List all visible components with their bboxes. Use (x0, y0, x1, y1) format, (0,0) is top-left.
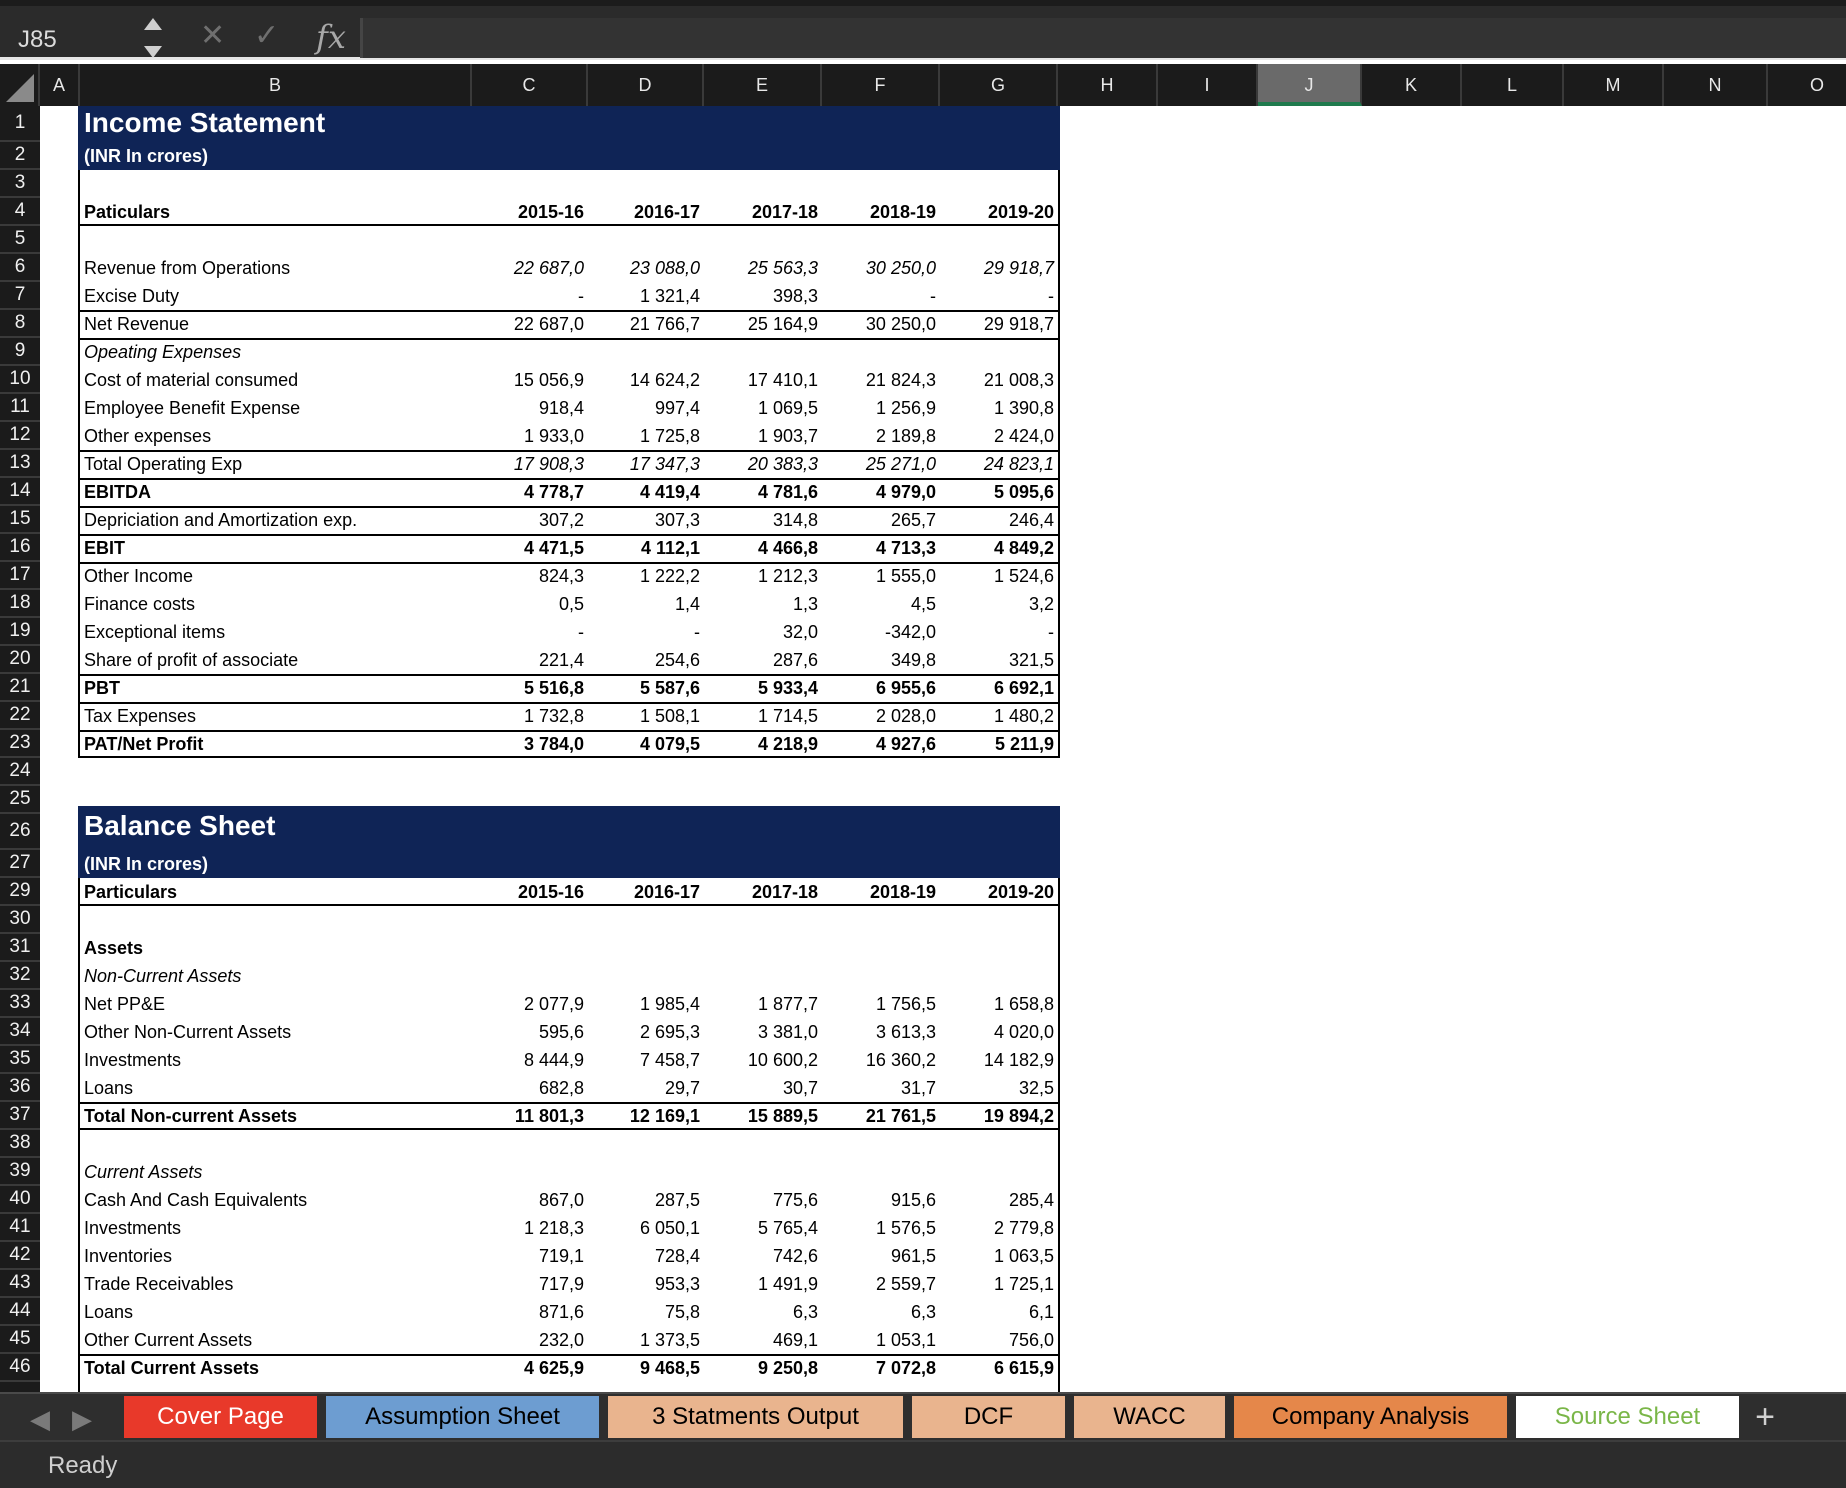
balance-cell[interactable]: 871,6 (538, 1302, 584, 1322)
row-header-41[interactable]: 41 (0, 1214, 40, 1242)
income-cell[interactable]: 307,3 (654, 510, 700, 530)
income-cell[interactable]: 4 781,6 (757, 482, 818, 502)
income-cell[interactable]: 3,2 (1028, 594, 1054, 614)
income-cell[interactable]: 4 112,1 (640, 538, 700, 558)
balance-header-rule (78, 904, 1060, 906)
balance-cell[interactable]: 6 615,9 (993, 1358, 1054, 1378)
income-row-label[interactable]: EBIT (84, 538, 126, 558)
tab-source-sheet[interactable]: Source Sheet (1516, 1396, 1742, 1438)
balance-cell[interactable]: 1 491,9 (757, 1274, 818, 1294)
balance-cell[interactable]: 31,7 (900, 1078, 936, 1098)
income-cell[interactable]: 4 979,0 (875, 482, 936, 502)
row-header-17[interactable]: 17 (0, 562, 40, 590)
income-cell[interactable]: 1 390,8 (993, 398, 1054, 418)
balance-cell[interactable]: 717,9 (538, 1274, 584, 1294)
income-cell[interactable]: 21 008,3 (983, 370, 1054, 390)
income-cell[interactable]: 17 347,3 (629, 454, 700, 474)
income-cell[interactable]: 1 222,2 (639, 566, 700, 586)
income-cell[interactable]: 1,3 (792, 594, 818, 614)
row-header-25[interactable]: 25 (0, 786, 40, 814)
column-header-m[interactable]: M (1564, 64, 1664, 106)
income-cell[interactable]: 1 524,6 (993, 566, 1054, 586)
column-header-bar (0, 64, 1846, 106)
row-header-46[interactable]: 46 (0, 1354, 40, 1382)
balance-cell[interactable]: 867,0 (538, 1190, 584, 1210)
balance-cell[interactable]: 595,6 (538, 1022, 584, 1042)
income-cell[interactable]: 4,5 (910, 594, 936, 614)
cancel-icon[interactable]: ✕ (200, 19, 226, 52)
balance-row-rule (78, 1102, 1060, 1104)
balance-cell[interactable]: 1 877,7 (757, 994, 818, 1014)
balance-row-label[interactable]: Assets (84, 938, 144, 958)
income-row-label[interactable]: Total Operating Exp (84, 454, 243, 474)
row-header-20[interactable]: 20 (0, 646, 40, 674)
balance-cell[interactable]: 9 250,8 (757, 1358, 818, 1378)
income-cell[interactable]: 25 271,0 (865, 454, 936, 474)
income-row-rule (78, 562, 1060, 564)
balance-header-year[interactable]: 2016-17 (633, 882, 700, 902)
income-cell[interactable]: 15 056,9 (513, 370, 584, 390)
income-cell[interactable]: 25 563,3 (747, 258, 818, 278)
row-header-12[interactable]: 12 (0, 422, 40, 450)
row-header-15[interactable]: 15 (0, 506, 40, 534)
row-header-3[interactable]: 3 (0, 170, 40, 198)
balance-header-year[interactable]: 2017-18 (751, 882, 818, 902)
balance-cell[interactable]: 12 169,1 (629, 1106, 700, 1126)
sheet-tab-bar (0, 1392, 1846, 1440)
formula-bar (0, 0, 1846, 60)
income-cell[interactable]: - (1048, 286, 1054, 306)
column-header-l[interactable]: L (1462, 64, 1564, 106)
balance-row-label[interactable]: Other Non-Current Assets (84, 1022, 292, 1042)
income-cell[interactable]: 21 766,7 (629, 314, 700, 334)
select-all-button[interactable] (0, 64, 40, 106)
balance-cell[interactable]: 953,3 (654, 1274, 700, 1294)
balance-cell[interactable]: 8 444,9 (523, 1050, 584, 1070)
income-cell[interactable]: 221,4 (538, 650, 584, 670)
balance-cell[interactable]: 719,1 (538, 1246, 584, 1266)
income-header-year[interactable]: 2018-19 (869, 202, 936, 222)
balance-cell[interactable]: 1 985,4 (639, 994, 700, 1014)
column-header-j[interactable]: J (1258, 64, 1362, 106)
income-cell[interactable]: 4 713,3 (875, 538, 936, 558)
income-row-label[interactable]: Share of profit of associate (84, 650, 299, 670)
income-cell[interactable]: 2 028,0 (875, 706, 936, 726)
income-row-rule (78, 338, 1060, 340)
income-cell[interactable]: 24 823,1 (983, 454, 1054, 474)
income-cell[interactable]: -342,0 (884, 622, 936, 642)
column-header-e[interactable]: E (704, 64, 822, 106)
balance-cell[interactable]: 6,1 (1028, 1302, 1054, 1322)
income-cell[interactable]: - (1048, 622, 1054, 642)
row-header-11[interactable]: 11 (0, 394, 40, 422)
row-header-7[interactable]: 7 (0, 282, 40, 310)
tab-dcf[interactable]: DCF (912, 1396, 1068, 1438)
income-cell[interactable]: 5 516,8 (523, 678, 584, 698)
balance-cell[interactable]: 7 072,8 (875, 1358, 936, 1378)
tab-cover-page[interactable]: Cover Page (124, 1396, 320, 1438)
tab-company-analysis[interactable]: Company Analysis (1234, 1396, 1510, 1438)
income-cell[interactable]: 918,4 (538, 398, 584, 418)
income-cell[interactable]: 1 732,8 (523, 706, 584, 726)
column-header-h[interactable]: H (1058, 64, 1158, 106)
income-cell[interactable]: 398,3 (772, 286, 818, 306)
column-header-k[interactable]: K (1362, 64, 1462, 106)
balance-cell[interactable]: 232,0 (538, 1330, 584, 1350)
income-row-label[interactable]: Other expenses (84, 426, 212, 446)
balance-cell[interactable]: 3 381,0 (757, 1022, 818, 1042)
row-header-37[interactable]: 37 (0, 1102, 40, 1130)
column-header-n[interactable]: N (1664, 64, 1768, 106)
balance-row-label[interactable]: Total Non-current Assets (84, 1106, 298, 1126)
balance-cell[interactable]: 2 077,9 (523, 994, 584, 1014)
row-header-9[interactable]: 9 (0, 338, 40, 366)
income-cell[interactable]: 4 218,9 (757, 734, 818, 754)
balance-cell[interactable]: 469,1 (772, 1330, 818, 1350)
income-row-label[interactable]: Tax Expenses (84, 706, 197, 726)
chevron-up-icon[interactable] (144, 18, 162, 30)
balance-cell[interactable]: 1 756,5 (875, 994, 936, 1014)
income-cell[interactable]: 321,5 (1008, 650, 1054, 670)
income-cell[interactable]: 6 955,6 (875, 678, 936, 698)
income-cell[interactable]: 0,5 (558, 594, 584, 614)
row-header-27[interactable]: 27 (0, 850, 40, 878)
income-cell[interactable]: 4 778,7 (523, 482, 584, 502)
income-cell[interactable]: 1 903,7 (757, 426, 818, 446)
row-header-5[interactable]: 5 (0, 226, 40, 254)
balance-cell[interactable]: 19 894,2 (983, 1106, 1054, 1126)
income-cell[interactable]: - (578, 286, 584, 306)
balance-cell[interactable]: 15 889,5 (747, 1106, 818, 1126)
income-cell[interactable]: 824,3 (538, 566, 584, 586)
income-cell[interactable]: 4 466,8 (757, 538, 818, 558)
balance-cell[interactable]: 728,4 (654, 1246, 700, 1266)
balance-row-label[interactable]: Non-Current Assets (84, 966, 242, 986)
balance-cell[interactable]: 775,6 (772, 1190, 818, 1210)
income-row-label[interactable]: Depriciation and Amortization exp. (84, 510, 358, 530)
income-row-rule (78, 702, 1060, 704)
column-header-g[interactable]: G (940, 64, 1058, 106)
row-header-21[interactable]: 21 (0, 674, 40, 702)
income-cell[interactable]: 314,8 (772, 510, 818, 530)
income-header-year[interactable]: 2019-20 (987, 202, 1054, 222)
balance-row-label[interactable]: Cash And Cash Equivalents (84, 1190, 308, 1210)
row-header-1[interactable]: 1 (0, 106, 40, 142)
balance-row-label[interactable]: Trade Receivables (84, 1274, 234, 1294)
row-header-26[interactable]: 26 (0, 814, 40, 850)
income-cell[interactable]: 29 918,7 (983, 314, 1054, 334)
income-row-label[interactable]: Other Income (84, 566, 194, 586)
status-bar (0, 1440, 1846, 1488)
income-cell[interactable]: 246,4 (1008, 510, 1054, 530)
row-header-32[interactable]: 32 (0, 962, 40, 990)
tab-scroll-right-icon[interactable]: ▶ (72, 1404, 92, 1434)
income-row-label[interactable]: PAT/Net Profit (84, 734, 204, 754)
column-header-a[interactable]: A (40, 64, 80, 106)
balance-row-label[interactable]: Other Current Assets (84, 1330, 253, 1350)
income-row-label[interactable]: Employee Benefit Expense (84, 398, 301, 418)
balance-cell[interactable]: 4 625,9 (523, 1358, 584, 1378)
income-row-label[interactable]: Finance costs (84, 594, 196, 614)
column-header-b[interactable]: B (80, 64, 472, 106)
income-cell[interactable]: 349,8 (890, 650, 936, 670)
balance-cell[interactable]: 1 053,1 (875, 1330, 936, 1350)
row-header-35[interactable]: 35 (0, 1046, 40, 1074)
row-header-23[interactable]: 23 (0, 730, 40, 758)
spreadsheet-grid[interactable] (0, 64, 1846, 1392)
balance-row-rule (78, 1128, 1060, 1130)
balance-cell[interactable]: 7 458,7 (639, 1050, 700, 1070)
balance-cell[interactable]: 4 020,0 (993, 1022, 1054, 1042)
balance-row-label[interactable]: Inventories (84, 1246, 173, 1266)
balance-cell[interactable]: 5 765,4 (757, 1218, 818, 1238)
balance-cell[interactable]: 1 725,1 (993, 1274, 1054, 1294)
income-cell[interactable]: 6 692,1 (993, 678, 1054, 698)
income-cell[interactable]: 254,6 (654, 650, 700, 670)
income-cell[interactable]: 21 824,3 (865, 370, 936, 390)
balance-cell[interactable]: 1 373,5 (639, 1330, 700, 1350)
balance-header-label[interactable]: Particulars (84, 882, 178, 902)
balance-cell[interactable]: 682,8 (538, 1078, 584, 1098)
column-header-d[interactable]: D (588, 64, 704, 106)
income-cell[interactable]: 5 933,4 (757, 678, 818, 698)
balance-row-label[interactable]: Loans (84, 1078, 134, 1098)
balance-cell[interactable]: 2 695,3 (639, 1022, 700, 1042)
row-header-40[interactable]: 40 (0, 1186, 40, 1214)
row-header-14[interactable]: 14 (0, 478, 40, 506)
row-header-36[interactable]: 36 (0, 1074, 40, 1102)
income-cell[interactable]: 265,7 (890, 510, 936, 530)
income-cell[interactable]: 287,6 (772, 650, 818, 670)
income-row-label[interactable]: Opeating Expenses (84, 342, 242, 362)
balance-cell[interactable]: 6 050,1 (639, 1218, 700, 1238)
income-row-label[interactable]: EBITDA (84, 482, 151, 502)
balance-cell[interactable]: 1 063,5 (993, 1246, 1054, 1266)
balance-cell[interactable]: 756,0 (1008, 1330, 1054, 1350)
income-header-year[interactable]: 2016-17 (633, 202, 700, 222)
income-row-label[interactable]: Revenue from Operations (84, 258, 291, 278)
row-header-10[interactable]: 10 (0, 366, 40, 394)
income-cell[interactable]: 307,2 (538, 510, 584, 530)
income-statement-title: Income Statement (84, 107, 326, 138)
income-header-rule (78, 224, 1060, 226)
income-cell[interactable]: 30 250,0 (865, 258, 936, 278)
column-header-o[interactable]: O (1768, 64, 1846, 106)
income-cell[interactable]: 4 079,5 (639, 734, 700, 754)
confirm-icon[interactable]: ✓ (254, 19, 280, 52)
row-header-42[interactable]: 42 (0, 1242, 40, 1270)
income-cell[interactable]: 5 095,6 (993, 482, 1054, 502)
income-cell[interactable]: 2 424,0 (993, 426, 1054, 446)
balance-header-year[interactable]: 2015-16 (517, 882, 584, 902)
income-row-rule (78, 478, 1060, 480)
formula-input[interactable] (360, 18, 1846, 58)
balance-cell[interactable]: 287,5 (654, 1190, 700, 1210)
balance-row-rule (78, 1354, 1060, 1356)
income-header-year[interactable]: 2017-18 (751, 202, 818, 222)
balance-cell[interactable]: 2 779,8 (993, 1218, 1054, 1238)
income-header-label[interactable]: Paticulars (84, 202, 171, 222)
income-cell[interactable]: 5 587,6 (639, 678, 700, 698)
balance-row-label[interactable]: Loans (84, 1302, 134, 1322)
balance-cell[interactable]: 961,5 (890, 1246, 936, 1266)
tab-3-statments-output[interactable]: 3 Statments Output (608, 1396, 906, 1438)
balance-cell[interactable]: 14 182,9 (983, 1050, 1054, 1070)
name-box-stepper[interactable] (144, 18, 162, 58)
select-all-icon (6, 74, 34, 102)
row-header-13[interactable]: 13 (0, 450, 40, 478)
income-cell[interactable]: 17 410,1 (747, 370, 818, 390)
row-header-34[interactable]: 34 (0, 1018, 40, 1046)
row-header-44[interactable]: 44 (0, 1298, 40, 1326)
row-header-4[interactable]: 4 (0, 198, 40, 226)
income-cell[interactable]: 25 164,9 (747, 314, 818, 334)
column-header-i[interactable]: I (1158, 64, 1258, 106)
income-cell[interactable]: 1 069,5 (757, 398, 818, 418)
income-cell[interactable]: 14 624,2 (629, 370, 700, 390)
income-cell[interactable]: 1 508,1 (639, 706, 700, 726)
income-cell[interactable]: 997,4 (654, 398, 700, 418)
balance-cell[interactable]: 10 600,2 (747, 1050, 818, 1070)
income-cell[interactable]: 4 927,6 (875, 734, 936, 754)
row-header-29[interactable]: 29 (0, 878, 40, 906)
income-row-rule (78, 506, 1060, 508)
income-row-label[interactable]: Exceptional items (84, 622, 226, 642)
row-header-43[interactable]: 43 (0, 1270, 40, 1298)
balance-header-year[interactable]: 2018-19 (869, 882, 936, 902)
income-cell[interactable]: 1,4 (674, 594, 700, 614)
balance-cell[interactable]: 915,6 (890, 1190, 936, 1210)
income-cell[interactable]: - (930, 286, 936, 306)
balance-cell[interactable]: 6,3 (910, 1302, 936, 1322)
income-row-label[interactable]: Net Revenue (84, 314, 190, 334)
balance-cell[interactable]: 32,5 (1018, 1078, 1054, 1098)
tab-scroll-left-icon[interactable]: ◀ (30, 1404, 50, 1434)
income-cell[interactable]: 1 256,9 (875, 398, 936, 418)
income-row-label[interactable]: Cost of material consumed (84, 370, 299, 390)
income-cell[interactable]: 5 211,9 (994, 734, 1054, 754)
income-row-rule (78, 730, 1060, 732)
income-row-label[interactable]: Excise Duty (84, 286, 180, 306)
row-header-39[interactable]: 39 (0, 1158, 40, 1186)
balance-cell[interactable]: 1 658,8 (993, 994, 1054, 1014)
income-cell[interactable]: 22 687,0 (513, 314, 584, 334)
row-header-bar (0, 106, 40, 1392)
row-header-24[interactable]: 24 (0, 758, 40, 786)
income-cell[interactable]: 1 714,5 (757, 706, 818, 726)
balance-cell[interactable]: 3 613,3 (875, 1022, 936, 1042)
income-row-rule (78, 534, 1060, 536)
income-cell[interactable]: 3 784,0 (523, 734, 584, 754)
balance-cell[interactable]: 6,3 (792, 1302, 818, 1322)
income-cell[interactable]: 1 321,4 (639, 286, 700, 306)
income-cell[interactable]: 23 088,0 (629, 258, 700, 278)
tab-wacc[interactable]: WACC (1074, 1396, 1228, 1438)
row-header-22[interactable]: 22 (0, 702, 40, 730)
balance-row-label[interactable]: Current Assets (84, 1162, 203, 1182)
row-header-45[interactable]: 45 (0, 1326, 40, 1354)
income-cell[interactable]: 2 189,8 (875, 426, 936, 446)
balance-row-label[interactable]: Net PP&E (84, 994, 166, 1014)
balance-cell[interactable]: 285,4 (1008, 1190, 1054, 1210)
status-text: Ready (48, 1452, 118, 1479)
balance-sheet-title: Balance Sheet (84, 810, 276, 841)
row-header-18[interactable]: 18 (0, 590, 40, 618)
balance-cell[interactable]: 2 559,7 (875, 1274, 936, 1294)
row-header-33[interactable]: 33 (0, 990, 40, 1018)
income-cell[interactable]: - (694, 622, 700, 642)
income-row-rule (78, 310, 1060, 312)
row-header-6[interactable]: 6 (0, 254, 40, 282)
balance-cell[interactable]: 29,7 (664, 1078, 700, 1098)
column-header-c[interactable]: C (472, 64, 588, 106)
balance-row-label[interactable]: Investments (84, 1050, 182, 1070)
balance-sheet-subtitle: (INR In crores) (84, 854, 209, 874)
row-header-31[interactable]: 31 (0, 934, 40, 962)
row-header-2[interactable]: 2 (0, 142, 40, 170)
row-header-38[interactable]: 38 (0, 1130, 40, 1158)
tab-assumption-sheet[interactable]: Assumption Sheet (326, 1396, 602, 1438)
income-header-year[interactable]: 2015-16 (517, 202, 584, 222)
balance-cell[interactable]: 16 360,2 (865, 1050, 936, 1070)
row-header-16[interactable]: 16 (0, 534, 40, 562)
income-row-rule (78, 450, 1060, 452)
income-cell[interactable]: 4 419,4 (639, 482, 700, 502)
name-box[interactable]: J85 (18, 26, 57, 53)
income-cell[interactable]: 20 383,3 (747, 454, 818, 474)
row-header-30[interactable]: 30 (0, 906, 40, 934)
income-cell[interactable]: - (578, 622, 584, 642)
row-header-8[interactable]: 8 (0, 310, 40, 338)
income-cell[interactable]: 1 933,0 (523, 426, 584, 446)
balance-cell[interactable]: 75,8 (664, 1302, 700, 1322)
balance-cell[interactable]: 11 801,3 (514, 1106, 584, 1126)
income-cell[interactable]: 22 687,0 (513, 258, 584, 278)
add-sheet-button[interactable]: + (1755, 1398, 1775, 1436)
income-cell[interactable]: 17 908,3 (513, 454, 584, 474)
income-cell[interactable]: 4 471,5 (523, 538, 584, 558)
income-cell[interactable]: 1 212,3 (757, 566, 818, 586)
income-cell[interactable]: 1 480,2 (993, 706, 1054, 726)
balance-row-label[interactable]: Investments (84, 1218, 182, 1238)
function-icon[interactable]: fx (316, 18, 346, 56)
income-row-label[interactable]: PBT (84, 678, 120, 698)
balance-cell[interactable]: 742,6 (772, 1246, 818, 1266)
column-header-f[interactable]: F (822, 64, 940, 106)
balance-cell[interactable]: 1 576,5 (875, 1218, 936, 1238)
balance-cell[interactable]: 1 218,3 (523, 1218, 584, 1238)
balance-cell[interactable]: 9 468,5 (639, 1358, 700, 1378)
income-cell[interactable]: 32,0 (782, 622, 818, 642)
income-cell[interactable]: 30 250,0 (865, 314, 936, 334)
balance-row-label[interactable]: Total Current Assets (84, 1358, 260, 1378)
balance-header-year[interactable]: 2019-20 (987, 882, 1054, 902)
income-row-rule (78, 674, 1060, 676)
income-cell[interactable]: 4 849,2 (993, 538, 1054, 558)
balance-cell[interactable]: 21 761,5 (865, 1106, 936, 1126)
balance-cell[interactable]: 30,7 (782, 1078, 818, 1098)
chevron-down-icon[interactable] (144, 46, 162, 58)
income-cell[interactable]: 1 725,8 (639, 426, 700, 446)
row-header-19[interactable]: 19 (0, 618, 40, 646)
income-cell[interactable]: 29 918,7 (983, 258, 1054, 278)
income-cell[interactable]: 1 555,0 (875, 566, 936, 586)
income-statement-subtitle: (INR In crores) (84, 146, 209, 166)
